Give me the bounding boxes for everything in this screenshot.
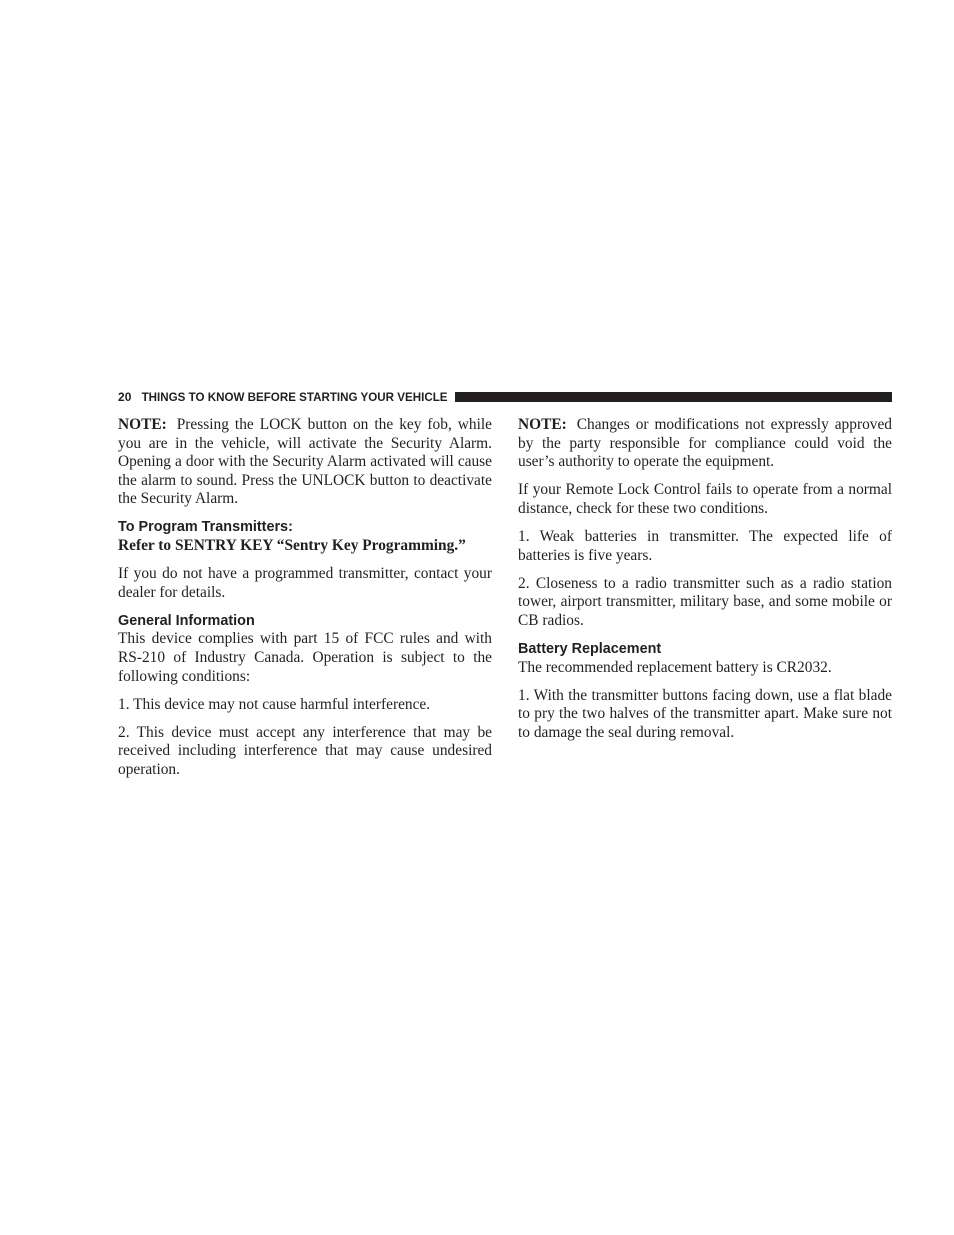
remote-fail-text: If your Remote Lock Control fails to operate from a normal distance, check for these two conditions. xyxy=(518,481,892,517)
page-header xyxy=(118,388,892,406)
header-rule xyxy=(455,392,892,402)
note-text: Pressing the LOCK button on the key fob, while you are in the vehicle, will activate the Security Alarm. Opening a door with the Security Alarm activated will cause the alarm to sound. Press the UNLOCK button to deactivate the Security Alarm. xyxy=(118,416,492,508)
note-label: NOTE: xyxy=(518,416,567,433)
fail-condition-item: 2. Closeness to a radio transmitter such as a radio station tower, airport transmitter, military base, and some mobile or CB radios. xyxy=(518,574,892,629)
note-text: Changes or modifications not expressly approved by the party responsible for compliance could void the user’s authority to operate the equipment. xyxy=(518,416,892,471)
note-modifications xyxy=(518,416,892,472)
general-information-heading: General Information xyxy=(118,612,255,629)
program-text: If you do not have a programmed transmitter, contact your dealer for details. xyxy=(118,565,492,601)
battery-replacement-heading: Battery Replacement xyxy=(518,640,662,657)
condition-item: 1. This device may not cause harmful interference. xyxy=(118,695,431,713)
right-column xyxy=(518,416,892,752)
fail-condition-item: 1. Weak batteries in transmitter. The expected life of batteries is five years. xyxy=(518,527,892,564)
battery-text: The recommended replacement battery is CR2032. xyxy=(518,658,832,676)
note-label: NOTE: xyxy=(118,416,167,433)
left-column xyxy=(118,416,492,789)
program-reference: Refer to SENTRY KEY “Sentry Key Programming.” xyxy=(118,537,466,555)
section-title: THINGS TO KNOW BEFORE STARTING YOUR VEHICLE xyxy=(141,390,448,404)
condition-item: 2. This device must accept any interference that may be received including interference that may cause undesired operation. xyxy=(118,723,492,778)
program-transmitters-heading: To Program Transmitters: xyxy=(118,519,293,536)
page-number: 20 xyxy=(118,390,132,404)
battery-step: 1. With the transmitter buttons facing down, use a flat blade to pry the two halves of the transmitter apart. Make sure not to damage the seal during removal. xyxy=(518,686,892,741)
note-security-alarm xyxy=(118,416,492,509)
general-information-text: This device complies with part 15 of FCC rules and with RS-210 of Industry Canada. Operation is subject to the following conditions: xyxy=(118,630,492,685)
